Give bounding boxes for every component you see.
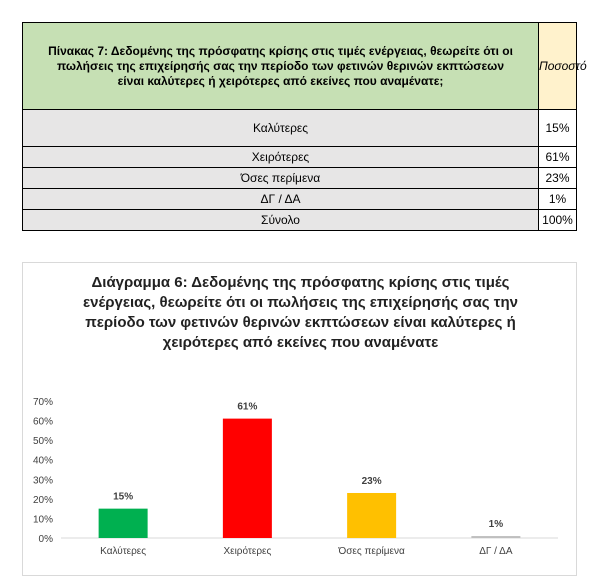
table-row (23, 168, 577, 189)
y-tick-label: 40% (32, 455, 53, 467)
bar (99, 509, 148, 538)
data-label: 15% (113, 491, 134, 503)
row-label: Σύνολο (23, 210, 539, 231)
bar (471, 536, 520, 538)
row-label: Χειρότερες (23, 147, 539, 168)
x-tick-label: Όσες περίμενα (338, 546, 405, 557)
bar (223, 419, 272, 538)
y-tick-label: 30% (32, 475, 53, 487)
row-value: 100% (539, 210, 577, 231)
table-row (23, 147, 577, 168)
row-value: 61% (539, 147, 577, 168)
data-label: 1% (488, 519, 504, 531)
bar-chart (22, 262, 577, 576)
x-tick-label: Καλύτερες (100, 546, 147, 557)
results-table (22, 22, 587, 231)
table-row (23, 189, 577, 210)
row-value: 15% (539, 110, 577, 147)
y-tick-label: 20% (32, 494, 53, 506)
row-label: Όσες περίμενα (23, 168, 539, 189)
x-tick-label: Χειρότερες (223, 546, 272, 557)
chart-title: Διάγραμμα 6: Δεδομένης της πρόσφατης κρίσης στις τιμές ενέργειας, θεωρείτε ότι οι πωλήσεις της επιχείρησής σας την περίοδο των φετινών θερινών εκπτώσεων είναι καλύτερες ή χειρότερες από εκείνες που αναμένατε (83, 274, 518, 351)
y-tick-label: 60% (32, 416, 53, 428)
y-tick-label: 50% (32, 436, 53, 448)
data-label: 23% (361, 475, 382, 487)
row-value: 1% (539, 189, 577, 210)
table-row (23, 210, 577, 231)
row-label: ΔΓ / ΔΑ (23, 189, 539, 210)
y-tick-label: 10% (32, 514, 53, 526)
table-header-question: Πίνακας 7: Δεδομένης της πρόσφατης κρίσης στις τιμές ενέργειας, θεωρείτε ότι οι πωλήσεις της επιχείρησής σας την περίοδο των φετινών θερινών εκπτώσεων είναι καλύτερες ή χειρότερες από εκείνες που αναμένατε; (23, 23, 539, 110)
row-label: Καλύτερες (23, 110, 539, 147)
x-tick-label: ΔΓ / ΔΑ (479, 546, 513, 557)
chart-plot-area (23, 263, 578, 577)
table-header-percentage: Ποσοστό (539, 23, 577, 110)
table-row (23, 110, 577, 147)
bar (347, 493, 396, 538)
data-label: 61% (237, 401, 258, 413)
y-tick-label: 0% (38, 534, 53, 545)
row-value: 23% (539, 168, 577, 189)
y-tick-label: 70% (32, 397, 53, 408)
